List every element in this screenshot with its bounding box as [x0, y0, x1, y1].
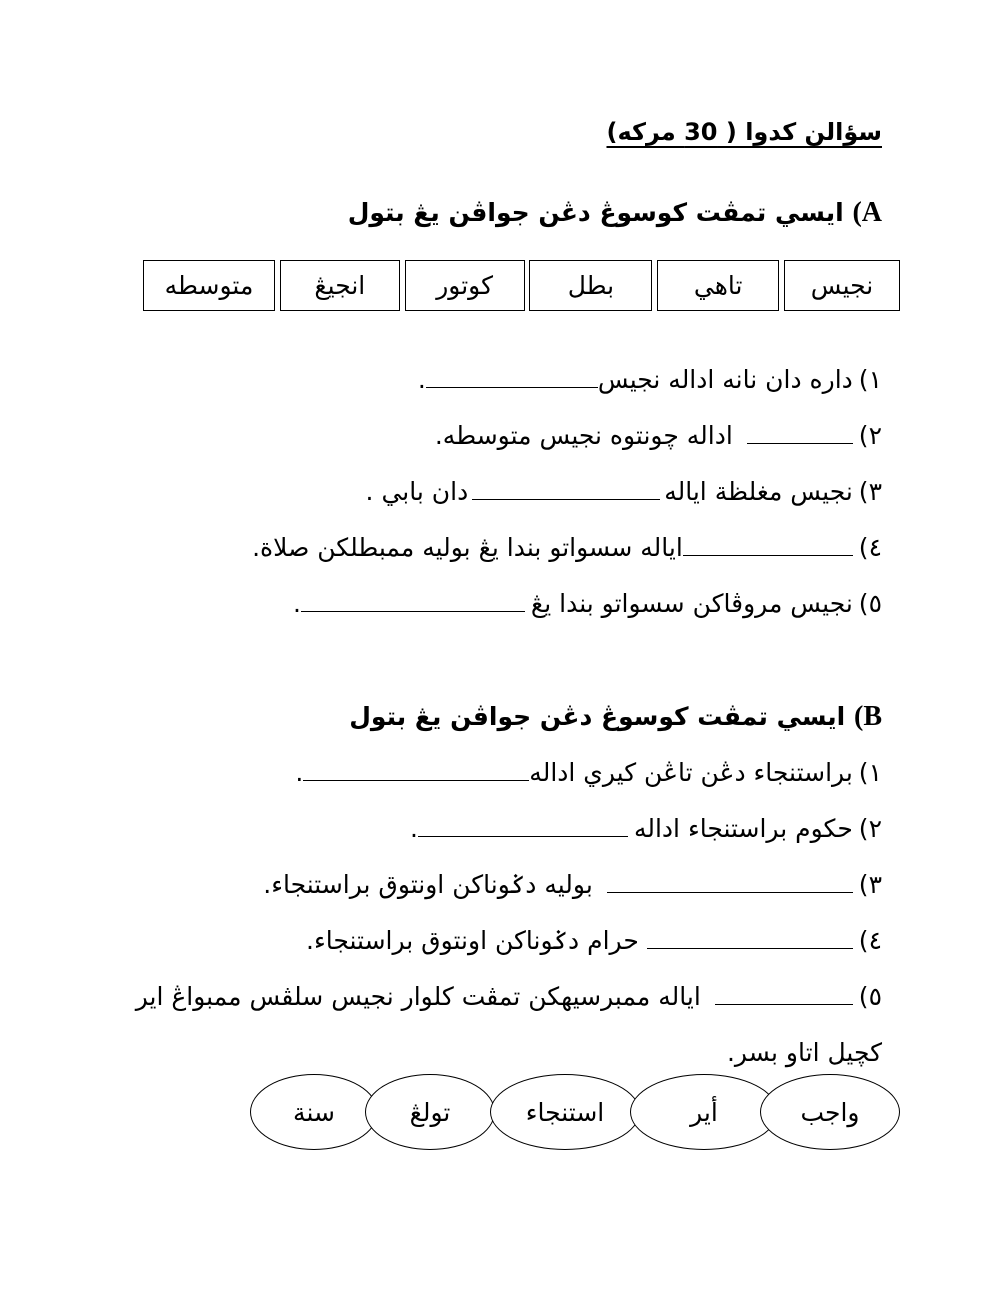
section-a-instruction: ايسي تمڤت كوسوڠ دڠن جواڤن يڠ بتول — [347, 198, 844, 227]
answer-blank[interactable] — [607, 866, 853, 893]
word-box-3[interactable]: بطل — [529, 260, 652, 311]
word-oval-2[interactable]: أير — [630, 1074, 778, 1150]
section-b-question-3: ٣)بوليه دݢوناكن اونتوق براستنجاء. — [263, 865, 882, 905]
section-b-question-4: ٤)حرام دݢوناكن اونتوق براستنجاء. — [306, 921, 882, 961]
section-a-word-bank — [143, 260, 900, 311]
section-b-question-2: ٢)حكوم براستنجاء اداله. — [410, 809, 882, 849]
word-oval-5[interactable]: سنة — [250, 1074, 378, 1150]
section-b-question-1: ١)براستنجاء دڠن تاڠن كيري اداله. — [295, 753, 882, 793]
section-a-question-1: ١)داره دان نانه اداله نجيس. — [418, 360, 882, 400]
answer-blank[interactable] — [472, 473, 660, 500]
section-a-heading — [348, 193, 882, 233]
section-b-question-5: ٥)اياله ممبرسيهكن تمڤت كلوار نجيس سلڤس ممبواڠ اير — [136, 977, 882, 1017]
word-box-5[interactable]: انجيڠ — [280, 260, 400, 311]
answer-blank[interactable] — [747, 417, 853, 444]
word-box-6[interactable]: متوسطه — [143, 260, 275, 311]
answer-blank[interactable] — [301, 585, 525, 612]
answer-blank[interactable] — [426, 361, 598, 388]
word-box-2[interactable]: تاهي — [657, 260, 779, 311]
worksheet-title: سؤالن كدوا ( 30 مركه) — [606, 118, 882, 146]
section-a-letter: A) — [852, 197, 882, 228]
section-b-heading — [349, 697, 882, 737]
word-oval-1[interactable]: واجب — [760, 1074, 900, 1150]
answer-blank[interactable] — [418, 810, 628, 837]
section-a-question-4: ٤)اياله سسواتو بندا يڠ بوليه ممبطلكن صلاة. — [252, 528, 882, 568]
answer-blank[interactable] — [303, 754, 529, 781]
section-a-question-5: ٥)نجيس مروڤاكن سسواتو بندا يڠ. — [293, 584, 882, 624]
section-b-word-bank — [250, 1074, 900, 1150]
answer-blank[interactable] — [715, 978, 853, 1005]
word-oval-4[interactable]: تولڠ — [365, 1074, 495, 1150]
section-b-letter: B) — [853, 701, 882, 732]
section-b-instruction: ايسي تمڤت كوسوڠ دڠن جواڤن يڠ بتول — [349, 702, 846, 731]
section-a-question-3: ٣)نجيس مغلظة ايالهدان بابي . — [366, 472, 882, 512]
word-oval-3[interactable]: استنجاء — [490, 1074, 640, 1150]
section-b-question-5-continuation: كچيل اتاو بسر. — [726, 1038, 882, 1067]
section-a-question-2: ٢)اداله چونتوه نجيس متوسطه. — [435, 416, 882, 456]
answer-blank[interactable] — [647, 922, 853, 949]
word-box-1[interactable]: نجيس — [784, 260, 900, 311]
answer-blank[interactable] — [683, 529, 853, 556]
word-box-4[interactable]: كوتور — [405, 260, 525, 311]
